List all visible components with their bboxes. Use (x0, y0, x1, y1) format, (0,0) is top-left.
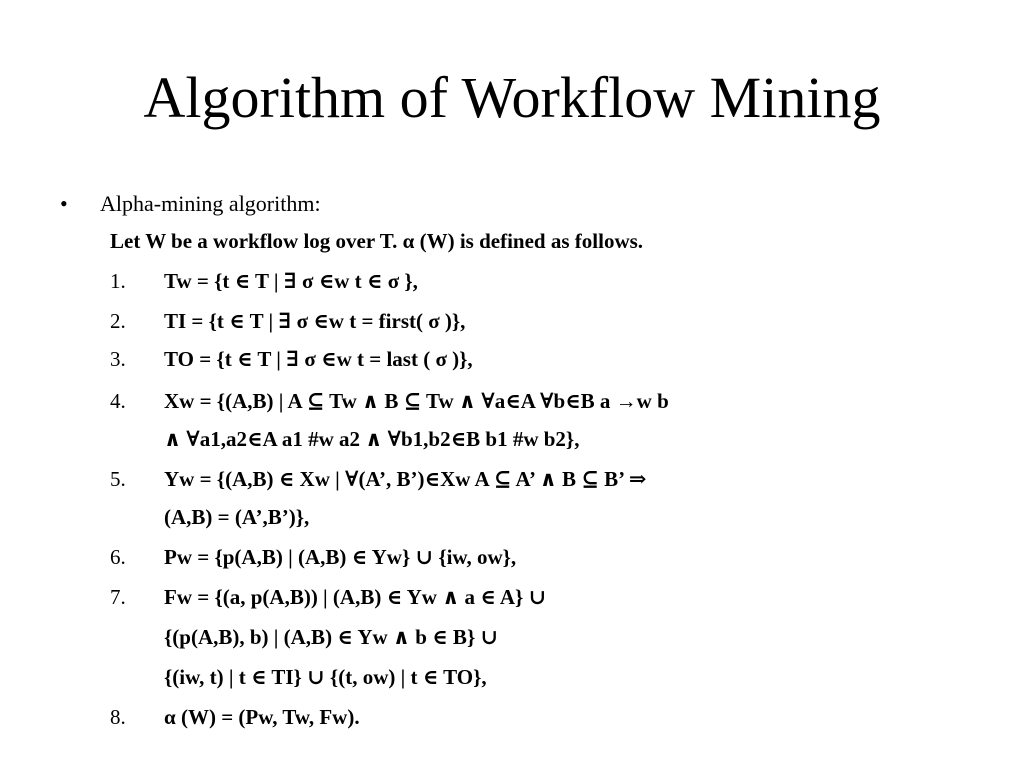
bullet-text: Alpha-mining algorithm: (100, 191, 321, 216)
step-number: 4. (110, 389, 126, 413)
step-formula: ∧ ∀a1,a2∈A a1 #w a2 ∧ ∀b1,b2∈B b1 #w b2}, (164, 427, 580, 451)
slide-title: Algorithm of Workflow Mining (143, 65, 881, 130)
step-number: 3. (110, 347, 126, 371)
step-number: 1. (110, 269, 126, 293)
step-formula: {(iw, t) | t ∈ TI} ∪ {(t, ow) | t ∈ TO}, (164, 665, 487, 689)
step-formula: α (W) = (Pw, Tw, Fw). (164, 705, 360, 729)
step-formula: TI = {t ∈ T | ∃ σ ∈w t = first( σ )}, (164, 309, 466, 333)
step-number: 6. (110, 545, 126, 569)
step-number: 5. (110, 467, 126, 491)
step-formula: Fw = {(a, p(A,B)) | (A,B) ∈ Yw ∧ a ∈ A} ∪ (164, 585, 547, 609)
algorithm-intro: Let W be a workflow log over T. α (W) is defined as follows. (110, 229, 644, 253)
step-formula: Yw = {(A,B) ∈ Xw | ∀(A’, B’)∈Xw A ⊆ A’ ∧ B ⊆ B’ ⇒ (164, 467, 647, 491)
bullet-item (60, 190, 321, 218)
step-formula: Pw = {p(A,B) | (A,B) ∈ Yw} ∪ {iw, ow}, (164, 545, 517, 569)
step-formula: TO = {t ∈ T | ∃ σ ∈w t = last ( σ )}, (164, 347, 473, 371)
step-number: 2. (110, 309, 126, 333)
step-formula: Xw = {(A,B) | A ⊆ Tw ∧ B ⊆ Tw ∧ ∀a∈A ∀b∈B a →w b (164, 389, 669, 413)
step-formula: {(p(A,B), b) | (A,B) ∈ Yw ∧ b ∈ B} ∪ (164, 625, 499, 649)
step-formula: Tw = {t ∈ T | ∃ σ ∈w t ∈ σ }, (164, 269, 418, 293)
bullet-marker: • (60, 191, 68, 216)
step-number: 7. (110, 585, 126, 609)
step-formula: (A,B) = (A’,B’)}, (164, 505, 310, 529)
step-number: 8. (110, 705, 126, 729)
